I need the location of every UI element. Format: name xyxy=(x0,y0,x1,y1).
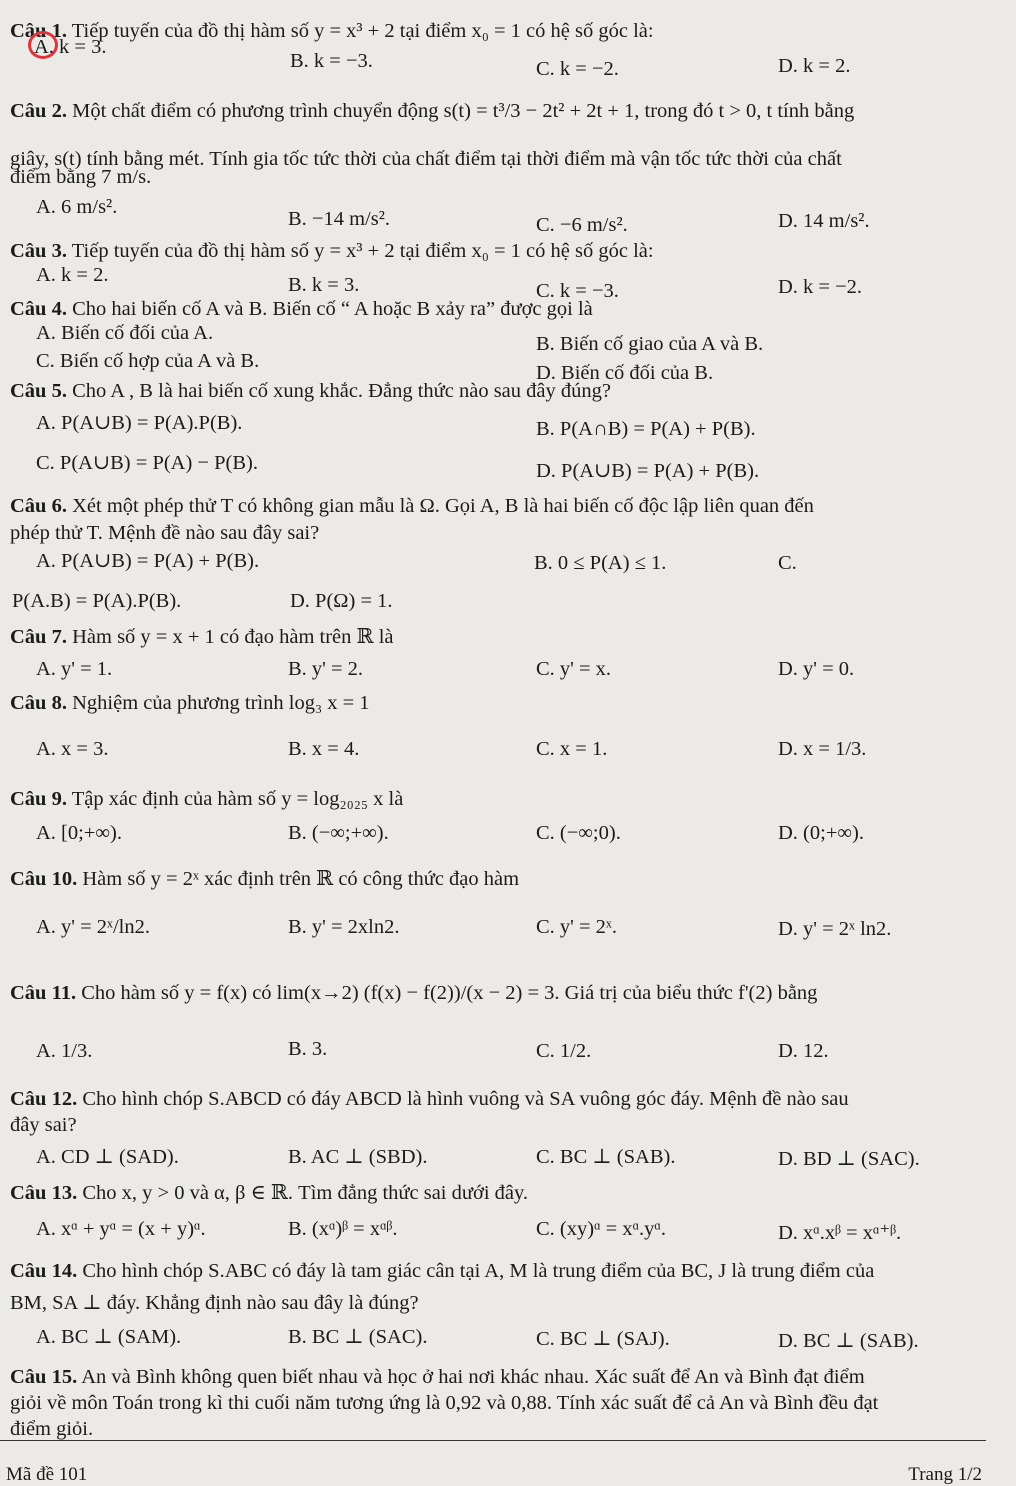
q12-option-b: B. AC ⊥ (SBD). xyxy=(288,1146,428,1168)
q6-option-b: B. 0 ≤ P(A) ≤ 1. xyxy=(534,552,667,574)
q14-option-c: C. BC ⊥ (SAJ). xyxy=(536,1328,670,1350)
q15-stem-line2: giỏi về môn Toán trong kì thi cuối năm tương ứng là 0,92 và 0,88. Tính xác suất để cả An và Bình đều đạt xyxy=(10,1392,879,1414)
q5-option-b: B. P(A∩B) = P(A) + P(B). xyxy=(536,418,756,440)
q3-option-d: D. k = −2. xyxy=(778,276,863,298)
q8-option-d: D. x = 1/3. xyxy=(778,738,867,760)
q11-option-c: C. 1/2. xyxy=(536,1040,592,1062)
q8-stem: Câu 8. Nghiệm của phương trình log₃ x = 1 xyxy=(10,692,370,714)
q5-stem: Câu 5. Cho A , B là hai biến cố xung khắc. Đẳng thức nào sau đây đúng? xyxy=(10,380,611,402)
q5-option-a: A. P(A∪B) = P(A).P(B). xyxy=(36,412,243,434)
q4-option-b: B. Biến cố giao của A và B. xyxy=(536,333,764,355)
q5-option-c: C. P(A∪B) = P(A) − P(B). xyxy=(36,452,258,474)
q10-option-d: D. y' = 2ˣ ln2. xyxy=(778,918,892,940)
q6-option-d: D. P(Ω) = 1. xyxy=(290,590,393,612)
q4-option-d: D. Biến cố đối của B. xyxy=(536,362,714,384)
q8-option-c: C. x = 1. xyxy=(536,738,608,760)
q14-option-d: D. BC ⊥ (SAB). xyxy=(778,1330,919,1352)
q12-stem: Câu 12. Cho hình chóp S.ABCD có đáy ABCD là hình vuông và SA vuông góc đáy. Mệnh đề nào sau xyxy=(10,1088,849,1110)
q2-option-c: C. −6 m/s². xyxy=(536,214,628,236)
q13-stem: Câu 13. Cho x, y > 0 và α, β ∈ ℝ. Tìm đẳng thức sai dưới đây. xyxy=(10,1182,529,1204)
q1-option-d: D. k = 2. xyxy=(778,55,851,77)
q14-stem: Câu 14. Cho hình chóp S.ABC có đáy là tam giác cân tại A, M là trung điểm của BC, J là trung điểm của xyxy=(10,1260,875,1282)
q3-option-a: A. k = 2. xyxy=(36,264,109,286)
q6-option-a: A. P(A∪B) = P(A) + P(B). xyxy=(36,550,260,572)
q12-option-c: C. BC ⊥ (SAB). xyxy=(536,1146,676,1168)
q11-option-d: D. 12. xyxy=(778,1040,829,1062)
q14-option-a: A. BC ⊥ (SAM). xyxy=(36,1326,182,1348)
q4-option-c: C. Biến cố hợp của A và B. xyxy=(36,350,260,372)
q9-stem: Câu 9. Tập xác định của hàm số y = log₂₀₂₅ x là xyxy=(10,788,404,810)
q2-stem: Câu 2. Một chất điểm có phương trình chuyển động s(t) = t³/3 − 2t² + 2t + 1, trong đó t > 0, t tính bằng xyxy=(10,100,855,122)
q10-stem: Câu 10. Hàm số y = 2ˣ xác định trên ℝ có công thức đạo hàm xyxy=(10,868,520,890)
q10-option-b: B. y' = 2xln2. xyxy=(288,916,400,938)
q8-option-a: A. x = 3. xyxy=(36,738,109,760)
q11-option-b: B. 3. xyxy=(288,1038,328,1060)
q10-option-c: C. y' = 2ˣ. xyxy=(536,916,617,938)
exam-code: Mã đề 101 xyxy=(6,1464,88,1485)
q3-option-c: C. k = −3. xyxy=(536,280,619,302)
q13-option-b: B. (xᵅ)ᵝ = xᵅᵝ. xyxy=(288,1218,398,1240)
q2-option-d: D. 14 m/s². xyxy=(778,210,870,232)
q1-option-c: C. k = −2. xyxy=(536,58,619,80)
q15-stem: Câu 15. An và Bình không quen biết nhau và học ở hai nơi khác nhau. Xác suất để An và Bình đạt điểm xyxy=(10,1366,865,1388)
q14-option-b: B. BC ⊥ (SAC). xyxy=(288,1326,428,1348)
q2-stem-line3: điểm bằng 7 m/s. xyxy=(10,166,152,188)
q13-option-d: D. xᵅ.xᵝ = xᵅ⁺ᵝ. xyxy=(778,1222,902,1244)
q12-stem-line2: đây sai? xyxy=(10,1114,77,1136)
q10-option-a: A. y' = 2ˣ/ln2. xyxy=(36,916,151,938)
footer-divider xyxy=(0,1440,986,1441)
q7-option-d: D. y' = 0. xyxy=(778,658,855,680)
q2-option-b: B. −14 m/s². xyxy=(288,208,390,230)
q12-option-a: A. CD ⊥ (SAD). xyxy=(36,1146,179,1168)
q2-option-a: A. 6 m/s². xyxy=(36,196,118,218)
q7-option-b: B. y' = 2. xyxy=(288,658,364,680)
q7-stem: Câu 7. Hàm số y = x + 1 có đạo hàm trên ℝ là xyxy=(10,626,394,648)
q13-option-a: A. xᵅ + yᵅ = (x + y)ᵅ. xyxy=(36,1218,206,1240)
q1-option-b: B. k = −3. xyxy=(290,50,373,72)
q6-stem-line2: phép thử T. Mệnh đề nào sau đây sai? xyxy=(10,522,320,544)
q3-option-b: B. k = 3. xyxy=(288,274,360,296)
q7-option-a: A. y' = 1. xyxy=(36,658,113,680)
q15-stem-line3: điểm giỏi. xyxy=(10,1418,94,1440)
q12-option-d: D. BD ⊥ (SAC). xyxy=(778,1148,920,1170)
q11-stem: Câu 11. Cho hàm số y = f(x) có lim(x→2) (f(x) − f(2))/(x − 2) = 3. Giá trị của biểu thức f'(2) bằng xyxy=(10,982,818,1004)
q11-option-a: A. 1/3. xyxy=(36,1040,93,1062)
page-number: Trang 1/2 xyxy=(908,1464,982,1485)
q5-option-d: D. P(A∪B) = P(A) + P(B). xyxy=(536,460,760,482)
q9-option-b: B. (−∞;+∞). xyxy=(288,822,389,844)
q9-option-a: A. [0;+∞). xyxy=(36,822,122,844)
q7-option-c: C. y' = x. xyxy=(536,658,612,680)
q4-option-a: A. Biến cố đối của A. xyxy=(36,322,214,344)
q6-stem: Câu 6. Xét một phép thử T có không gian mẫu là Ω. Gọi A, B là hai biến cố độc lập liên quan đến xyxy=(10,495,814,517)
q1-option-a: A. k = 3. xyxy=(34,36,107,58)
q8-option-b: B. x = 4. xyxy=(288,738,360,760)
q4-stem: Câu 4. Cho hai biến cố A và B. Biến cố “ A hoặc B xảy ra” được gọi là xyxy=(10,298,593,320)
q1-stem: Câu 1. Tiếp tuyến của đồ thị hàm số y = x³ + 2 tại điểm x₀ = 1 có hệ số góc là: xyxy=(10,20,654,42)
q14-stem-line2: BM, SA ⊥ đáy. Khẳng định nào sau đây là đúng? xyxy=(10,1292,419,1314)
q13-option-c: C. (xy)ᵅ = xᵅ.yᵅ. xyxy=(536,1218,666,1240)
q3-stem: Câu 3. Tiếp tuyến của đồ thị hàm số y = x³ + 2 tại điểm x₀ = 1 có hệ số góc là: xyxy=(10,240,654,262)
q6-option-c: C. xyxy=(778,552,797,574)
q9-option-d: D. (0;+∞). xyxy=(778,822,864,844)
q6-option-c-text: P(A.B) = P(A).P(B). xyxy=(12,590,182,612)
q9-option-c: C. (−∞;0). xyxy=(536,822,621,844)
q2-stem-line2: giây, s(t) tính bằng mét. Tính gia tốc tức thời của chất điểm tại thời điểm mà vận tốc tức thời của chất xyxy=(10,148,842,170)
